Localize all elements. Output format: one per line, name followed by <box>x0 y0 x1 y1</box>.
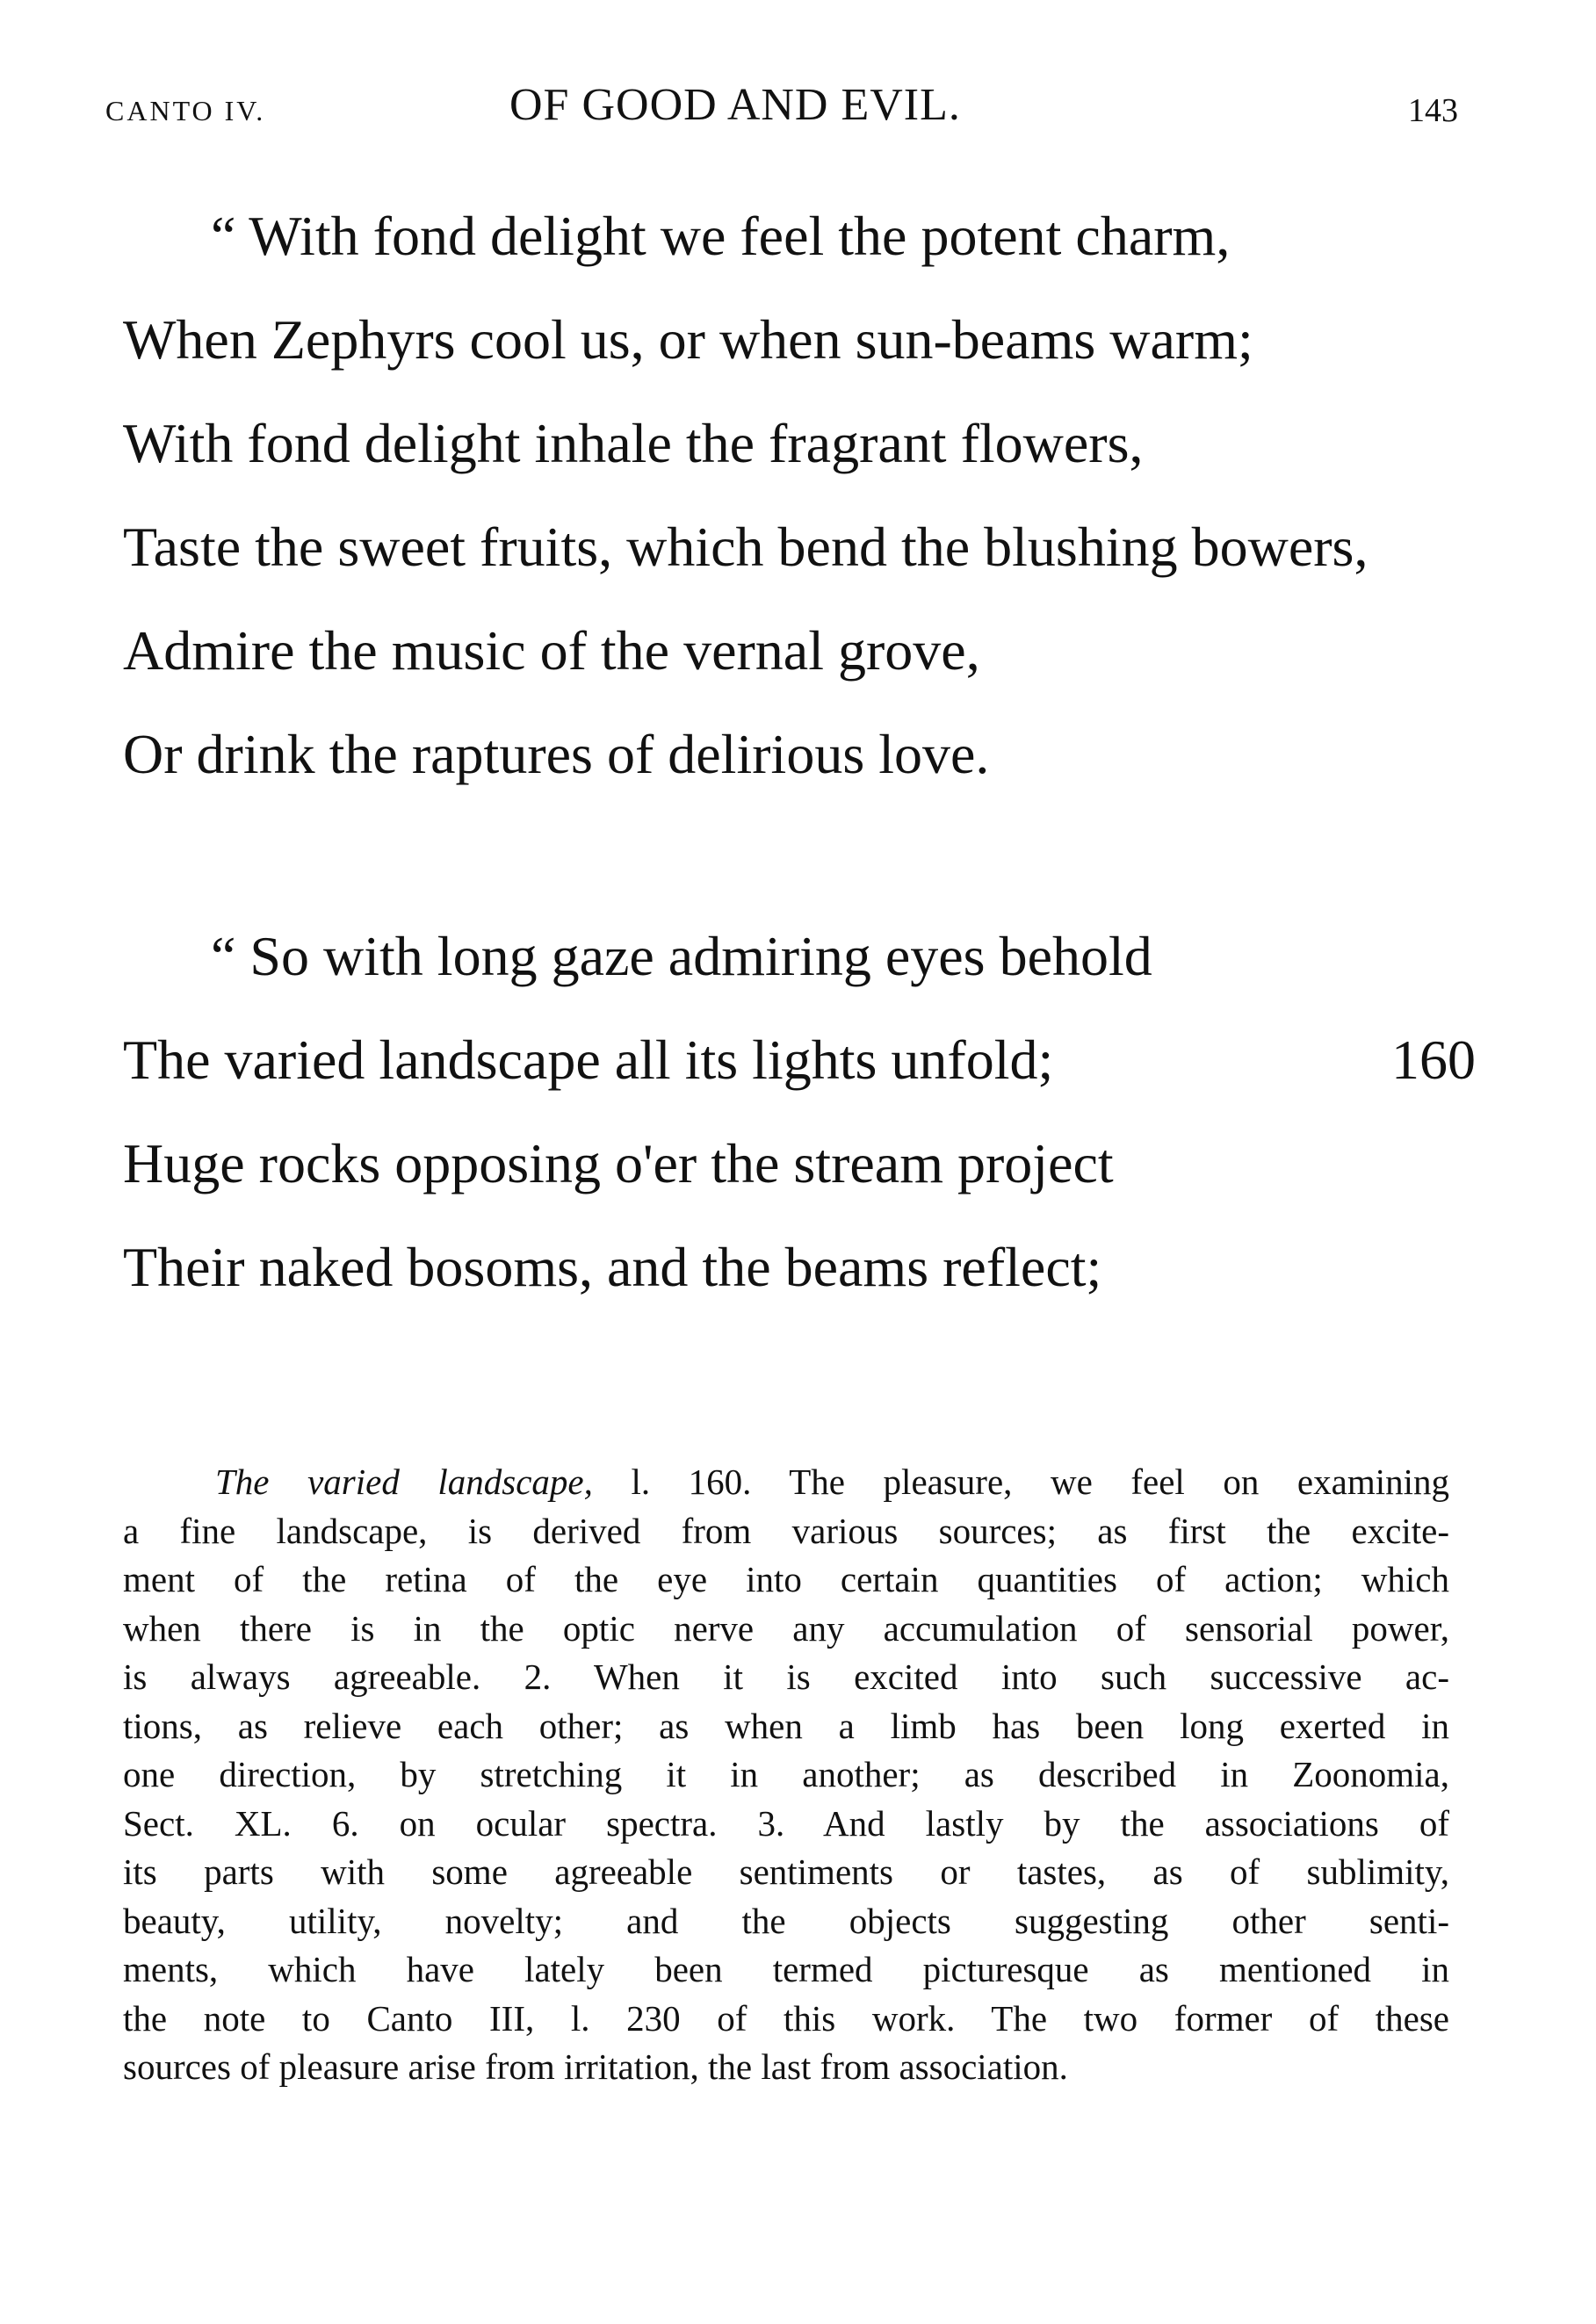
verse-line: Taste the sweet fruits, which bend the blushing bowers, <box>123 516 1369 578</box>
verse-line-numbered <box>123 1008 1476 1112</box>
footnote-line: Sect. XL. 6. on ocular spectra. 3. And lastly by the associations of <box>123 1802 1449 1844</box>
line-number: 160 <box>1391 1028 1476 1091</box>
footnote-line: one direction, by stretching it in another; as described in Zoonomia, <box>123 1754 1449 1794</box>
footnote-line: sources of pleasure arise from irritation, the last from association. <box>123 2046 1068 2087</box>
footnote-line: a fine landscape, is derived from various sources; as first the excite- <box>123 1510 1449 1551</box>
verse-line: Or drink the raptures of delirious love. <box>123 723 990 785</box>
canto-label: CANTO IV. <box>105 95 266 126</box>
running-header <box>105 79 1458 141</box>
poem-stanza-1 <box>123 184 1476 806</box>
verse-line: Their naked bosoms, and the beams reflect; <box>123 1236 1102 1298</box>
page-number: 143 <box>1408 92 1458 129</box>
footnote-line <box>123 1458 1449 1507</box>
verse-line: “ So with long gaze admiring eyes behold <box>211 925 1152 987</box>
footnote-text: l. 160. The pleasure, we feel on examining <box>592 1462 1449 1502</box>
footnote-lemma: The varied landscape, <box>215 1462 593 1502</box>
poem-stanza-2 <box>123 905 1476 1319</box>
footnote-line: tions, as relieve each other; as when a limb has been long exerted in <box>123 1705 1449 1746</box>
footnote-line: ments, which have lately been termed picturesque as mentioned in <box>123 1949 1449 1989</box>
footnote-line: when there is in the optic nerve any accumulation of sensorial power, <box>123 1607 1449 1649</box>
footnote-line: beauty, utility, novelty; and the objects suggesting other senti- <box>123 1900 1449 1941</box>
page-title: OF GOOD AND EVIL. <box>509 80 961 130</box>
verse-text: The varied landscape all its lights unfold; <box>123 1028 1054 1091</box>
footnote <box>123 1458 1449 2092</box>
verse-line: When Zephyrs cool us, or when sun-beams warm; <box>123 308 1253 371</box>
verse-line: Huge rocks opposing o'er the stream project <box>123 1132 1114 1194</box>
footnote-line: is always agreeable. 2. When it is excited into such successive ac- <box>123 1656 1449 1697</box>
footnote-line: its parts with some agreeable sentiments or tastes, as of sublimity, <box>123 1851 1449 1892</box>
footnote-line: ment of the retina of the eye into certain quantities of action; which <box>123 1559 1449 1599</box>
footnote-line: the note to Canto III, l. 230 of this work. The two former of these <box>123 1997 1449 2039</box>
verse-line: Admire the music of the vernal grove, <box>123 619 980 682</box>
verse-line: With fond delight inhale the fragrant flowers, <box>123 412 1144 474</box>
verse-line: “ With fond delight we feel the potent charm, <box>211 205 1231 267</box>
